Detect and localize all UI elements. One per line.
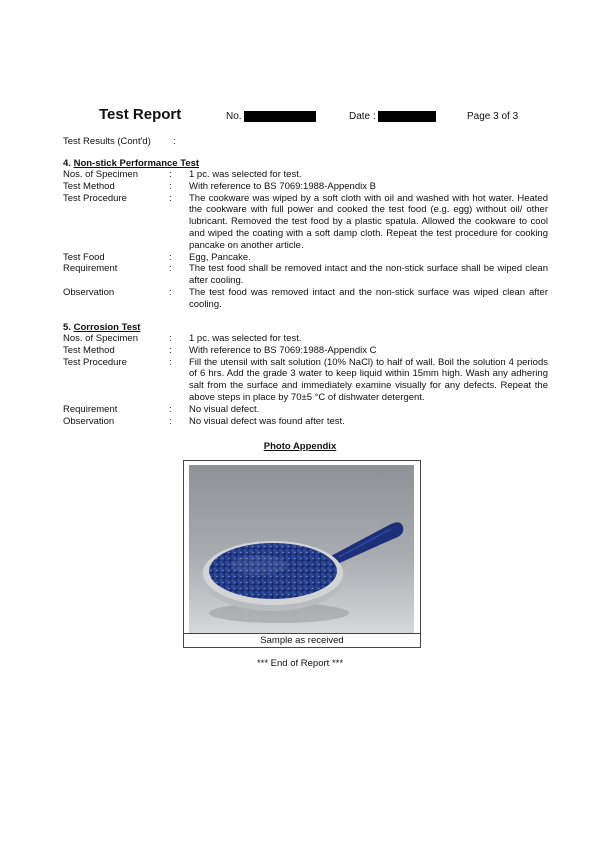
row-value: The test food was removed intact and the non-stick surface was wiped clean after cooling. (189, 286, 548, 310)
continued-label: Test Results (Cont'd) (63, 136, 151, 147)
report-date (349, 111, 436, 122)
table-row (63, 181, 548, 193)
row-label: Nos. of Specimen (63, 333, 138, 344)
report-number-label: No. (226, 111, 242, 122)
redacted-report-number (244, 111, 316, 122)
photo-frame (183, 460, 421, 648)
table-row (63, 263, 548, 287)
row-label: Test Method (63, 180, 115, 192)
row-colon: : (169, 169, 172, 180)
section-table (63, 169, 548, 311)
page-indicator: Page 3 of 3 (467, 111, 519, 122)
section-table (63, 333, 548, 427)
row-value: No visual defect. (189, 403, 260, 415)
redacted-report-date (378, 111, 436, 122)
continued-colon: : (173, 136, 176, 147)
section-title: Corrosion Test (73, 322, 141, 333)
row-colon: : (169, 263, 172, 275)
report-date-label: Date : (349, 111, 376, 122)
table-row (63, 252, 548, 264)
table-row (63, 169, 548, 181)
row-colon: : (169, 403, 172, 415)
table-row (63, 193, 548, 252)
row-value: The test food shall be removed intact and the non-stick surface shall be wiped clean after cooling. (189, 263, 548, 287)
row-colon: : (169, 344, 172, 356)
row-label: Test Food (63, 251, 105, 263)
table-row (63, 333, 548, 345)
row-colon: : (169, 251, 172, 263)
row-label: Nos. of Specimen (63, 169, 138, 180)
table-row (63, 416, 548, 428)
table-row (63, 345, 548, 357)
row-colon: : (169, 356, 172, 368)
row-value: With reference to BS 7069:1988-Appendix B (189, 180, 376, 192)
table-row (63, 357, 548, 404)
row-colon: : (169, 286, 172, 298)
row-value: Fill the utensil with salt solution (10% NaCl) to half of wall. Boil the solution 4 periods of 6 hrs. Add the grade 3 water to keep liquid within 15mm high. Wash any adhering salt from the surface and immediately examine visually for any defects. Repeat the above steps in place by 70±5 °C of dishwater detergent. (189, 356, 548, 403)
row-colon: : (169, 415, 172, 427)
row-value: The cookware was wiped by a soft cloth with oil and washed with hot water. Heated the cookware with full power and cooked the test food (e.g. egg) without oil/ other lubricant. Removed the test food by a plastic spatula. Allowed the cookware to cool and wiped the coating with a soft damp cloth. Repeat the test procedure for cooking pancake on another article. (189, 192, 548, 251)
section-heading (63, 158, 548, 169)
row-colon: : (169, 180, 172, 192)
section-non-stick (63, 158, 548, 311)
row-value: With reference to BS 7069:1988-Appendix C (189, 344, 377, 356)
row-label: Test Method (63, 344, 115, 356)
row-label: Observation (63, 415, 115, 427)
row-colon: : (169, 333, 172, 344)
section-corrosion (63, 322, 548, 427)
row-value: 1 pc. was selected for test. (189, 169, 302, 180)
row-value: Egg, Pancake. (189, 251, 251, 263)
row-label: Requirement (63, 263, 118, 275)
end-of-report: *** End of Report *** (256, 658, 344, 669)
row-label: Observation (63, 286, 115, 298)
report-number (226, 111, 316, 122)
row-value: 1 pc. was selected for test. (189, 333, 302, 344)
row-value: No visual defect was found after test. (189, 415, 345, 427)
row-label: Requirement (63, 403, 118, 415)
section-title: Non-stick Performance Test (73, 158, 200, 169)
table-row (63, 404, 548, 416)
section-number: 4. (63, 158, 71, 169)
frying-pan-photo (189, 465, 414, 633)
photo-caption: Sample as received (184, 633, 420, 647)
row-label: Test Procedure (63, 356, 127, 368)
photo-appendix-title-text: Photo Appendix (263, 441, 337, 452)
report-title: Test Report (99, 106, 182, 123)
section-number: 5. (63, 322, 71, 333)
row-colon: : (169, 192, 172, 204)
row-label: Test Procedure (63, 192, 127, 204)
table-row (63, 287, 548, 311)
section-heading (63, 322, 548, 333)
photo-appendix-title (0, 441, 600, 452)
